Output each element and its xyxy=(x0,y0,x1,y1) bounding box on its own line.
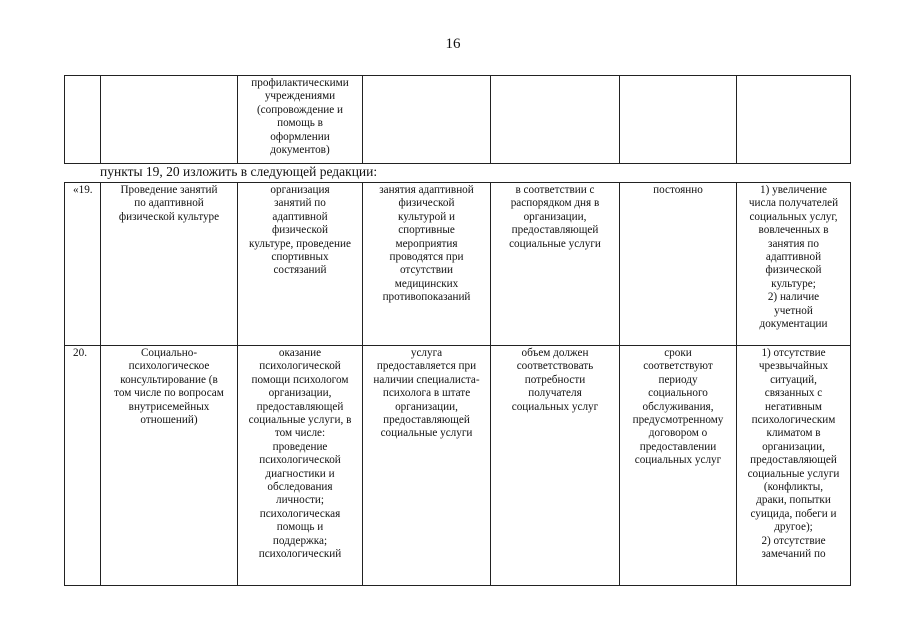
amendment-instruction: пункты 19, 20 изложить в следующей редакции: xyxy=(100,164,378,179)
service-terms: сроки соответствуют периоду социального обслуживания, предусмотренному договором о предоставлении социальных услуг xyxy=(620,346,737,586)
table-row xyxy=(65,346,851,586)
service-terms: постоянно xyxy=(620,183,737,346)
service-description: оказание психологической помощи психологом организации, предоставляющей социальные услуги, в том числе: проведение психологической диагностики и обследования личности; психологическая помощь и поддержка; психологический xyxy=(238,346,363,586)
service-conditions: занятия адаптивной физической культурой и спортивные мероприятия проводятся при отсутствии медицинских противопоказаний xyxy=(363,183,491,346)
top-table-fragment xyxy=(64,75,851,164)
quality-indicators: 1) отсутствие чрезвычайных ситуаций, связанных с негативным психологическим климатом в организации, предоставляющей социальные услуги (конфликты, драки, попытки суицида, побеги и другое); 2) отсутствие замечаний по xyxy=(737,346,851,586)
table-cell xyxy=(363,76,491,164)
quality-indicators: 1) увеличение числа получателей социальных услуг, вовлеченных в занятия по адаптивной физической культуре; 2) наличие учетной документации xyxy=(737,183,851,346)
table-row xyxy=(65,183,851,346)
service-description: организация занятий по адаптивной физической культуре, проведение спортивных состязаний xyxy=(238,183,363,346)
service-volume: в соответствии с распорядком дня в организации, предоставляющей социальные услуги xyxy=(491,183,620,346)
service-name: Социально- психологическое консультирование (в том числе по вопросам внутрисемейных отношений) xyxy=(101,346,238,586)
service-volume: объем должен соответствовать потребности получателя социальных услуг xyxy=(491,346,620,586)
row-number: «19. xyxy=(65,183,101,346)
service-name: Проведение занятий по адаптивной физической культуре xyxy=(101,183,238,346)
table-cell xyxy=(620,76,737,164)
table-cell xyxy=(491,76,620,164)
page-number: 16 xyxy=(445,36,461,52)
table-cell: профилактическими учреждениями (сопровождение и помощь в оформлении документов) xyxy=(238,76,363,164)
table-cell xyxy=(101,76,238,164)
table-cell xyxy=(737,76,851,164)
services-table xyxy=(64,182,851,586)
row-number: 20. xyxy=(65,346,101,586)
table-cell xyxy=(65,76,101,164)
table-row xyxy=(65,76,851,164)
service-conditions: услуга предоставляется при наличии специалиста- психолога в штате организации, предоставляющей социальные услуги xyxy=(363,346,491,586)
